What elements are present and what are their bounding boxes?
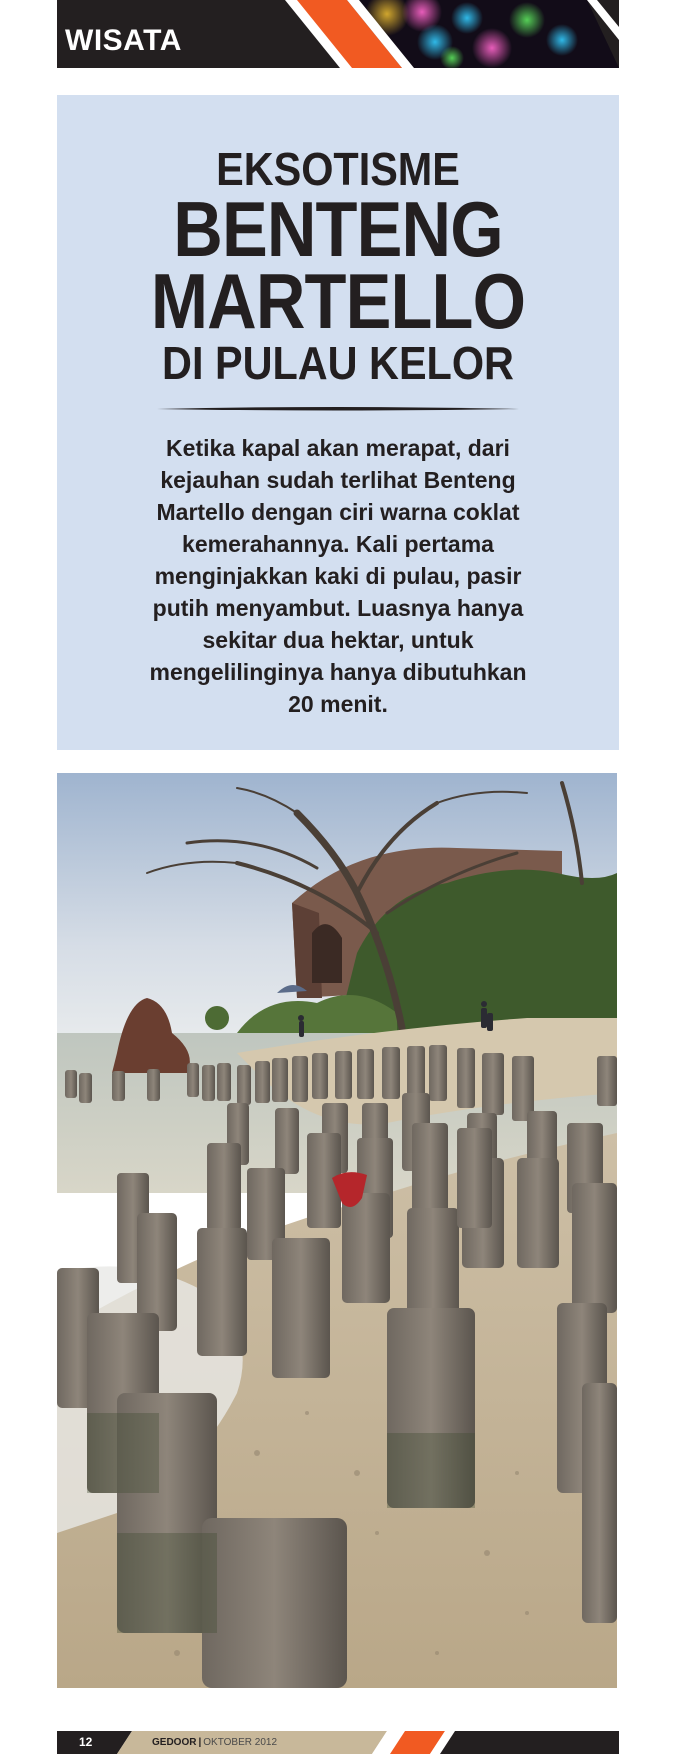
headline-line-4: DI PULAU KELOR xyxy=(162,337,514,389)
page-number: 12 xyxy=(79,1735,93,1749)
article-headline xyxy=(57,145,619,389)
beach-photo-illustration xyxy=(57,773,617,1688)
headline-line-3: MARTELLO xyxy=(150,257,526,345)
article-photo xyxy=(57,773,617,1688)
footer-band xyxy=(57,1731,619,1754)
page-footer xyxy=(57,1731,619,1754)
publication-name: GEDOOR xyxy=(152,1737,197,1748)
headline-line-1: EKSOTISME xyxy=(216,143,460,195)
running-head xyxy=(152,1736,277,1749)
section-header xyxy=(57,0,619,68)
intro-panel xyxy=(57,95,619,750)
running-head-separator: | xyxy=(198,1737,202,1748)
headline-divider xyxy=(157,405,519,413)
headline-line-2: BENTENG xyxy=(173,185,503,273)
issue-date: OKTOBER 2012 xyxy=(203,1737,278,1748)
article-lede: Ketika kapal akan merapat, dari kejauhan sudah terlihat Benteng Martello dengan ciri warna coklat kemerahannya. Kali pertama menginjakkan kaki di pulau, pasir putih menyambut. Luasnya hanya sekitar dua hektar, untuk mengelilinginya hanya dibutuhkan 20 menit. xyxy=(149,435,527,717)
section-label: WISATA xyxy=(65,24,182,57)
